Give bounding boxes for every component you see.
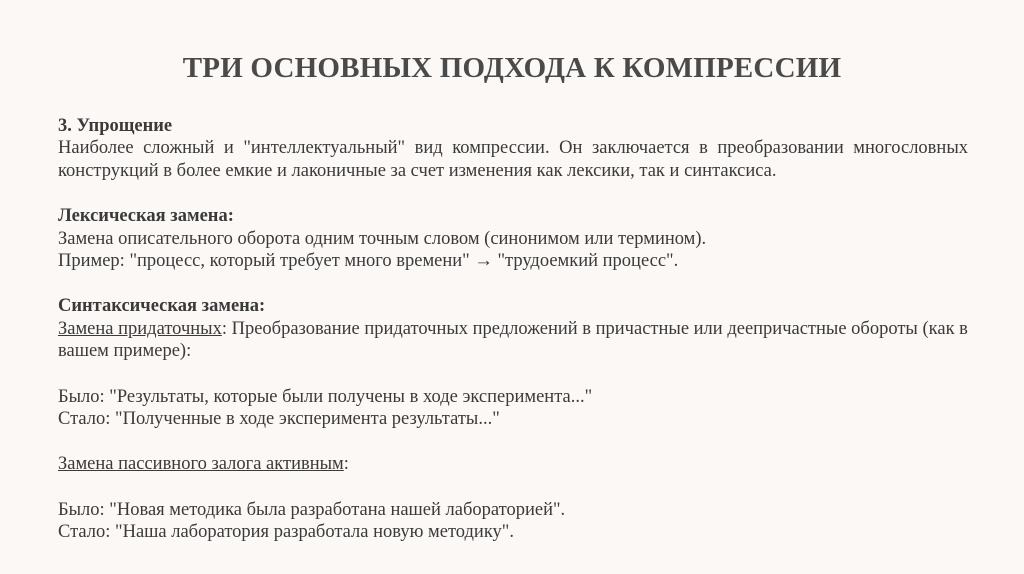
lexical-heading: Лексическая замена: (58, 206, 234, 227)
spacer (58, 182, 968, 205)
spacer (58, 476, 968, 499)
section-heading: 3. Упрощение (58, 116, 173, 136)
spacer (58, 272, 968, 295)
subordinate-paragraph (58, 318, 968, 363)
subordinate-text: : Преобразование придаточных предложений в причастные или деепричастные обороты (как в вашем примере): (58, 318, 968, 362)
passive-before: Было: "Новая методика была разработана нашей лабораторией". (58, 499, 566, 520)
intro-paragraph: Наиболее сложный и "интеллектуальный" вид компрессии. Он заключается в преобразовании многословных конструкций в более емкие и лаконичные за счет изменения как лексики, так и синтаксиса. (58, 138, 968, 181)
subordinate-label: Замена придаточных (58, 318, 222, 339)
slide-content (58, 115, 968, 544)
passive-after: Стало: "Наша лаборатория разработала новую методику". (58, 522, 514, 543)
lexical-description: Замена описательного оборота одним точным словом (синонимом или термином). (58, 228, 707, 249)
passive-suffix: : (343, 454, 349, 475)
subordinate-after: Стало: "Полученные в ходе эксперимента результаты..." (58, 409, 500, 430)
spacer (58, 430, 968, 453)
lexical-example: Пример: "процесс, который требует много времени" → "трудоемкий процесс". (58, 251, 679, 272)
subordinate-before: Было: "Результаты, которые были получены в ходе эксперимента..." (58, 386, 593, 407)
syntactic-heading: Синтаксическая замена: (58, 296, 266, 317)
passive-paragraph (58, 453, 968, 475)
passive-label: Замена пассивного залога активным (58, 454, 344, 475)
spacer (58, 363, 968, 386)
slide-title: ТРИ ОСНОВНЫХ ПОДХОДА К КОМПРЕССИИ (182, 52, 842, 84)
